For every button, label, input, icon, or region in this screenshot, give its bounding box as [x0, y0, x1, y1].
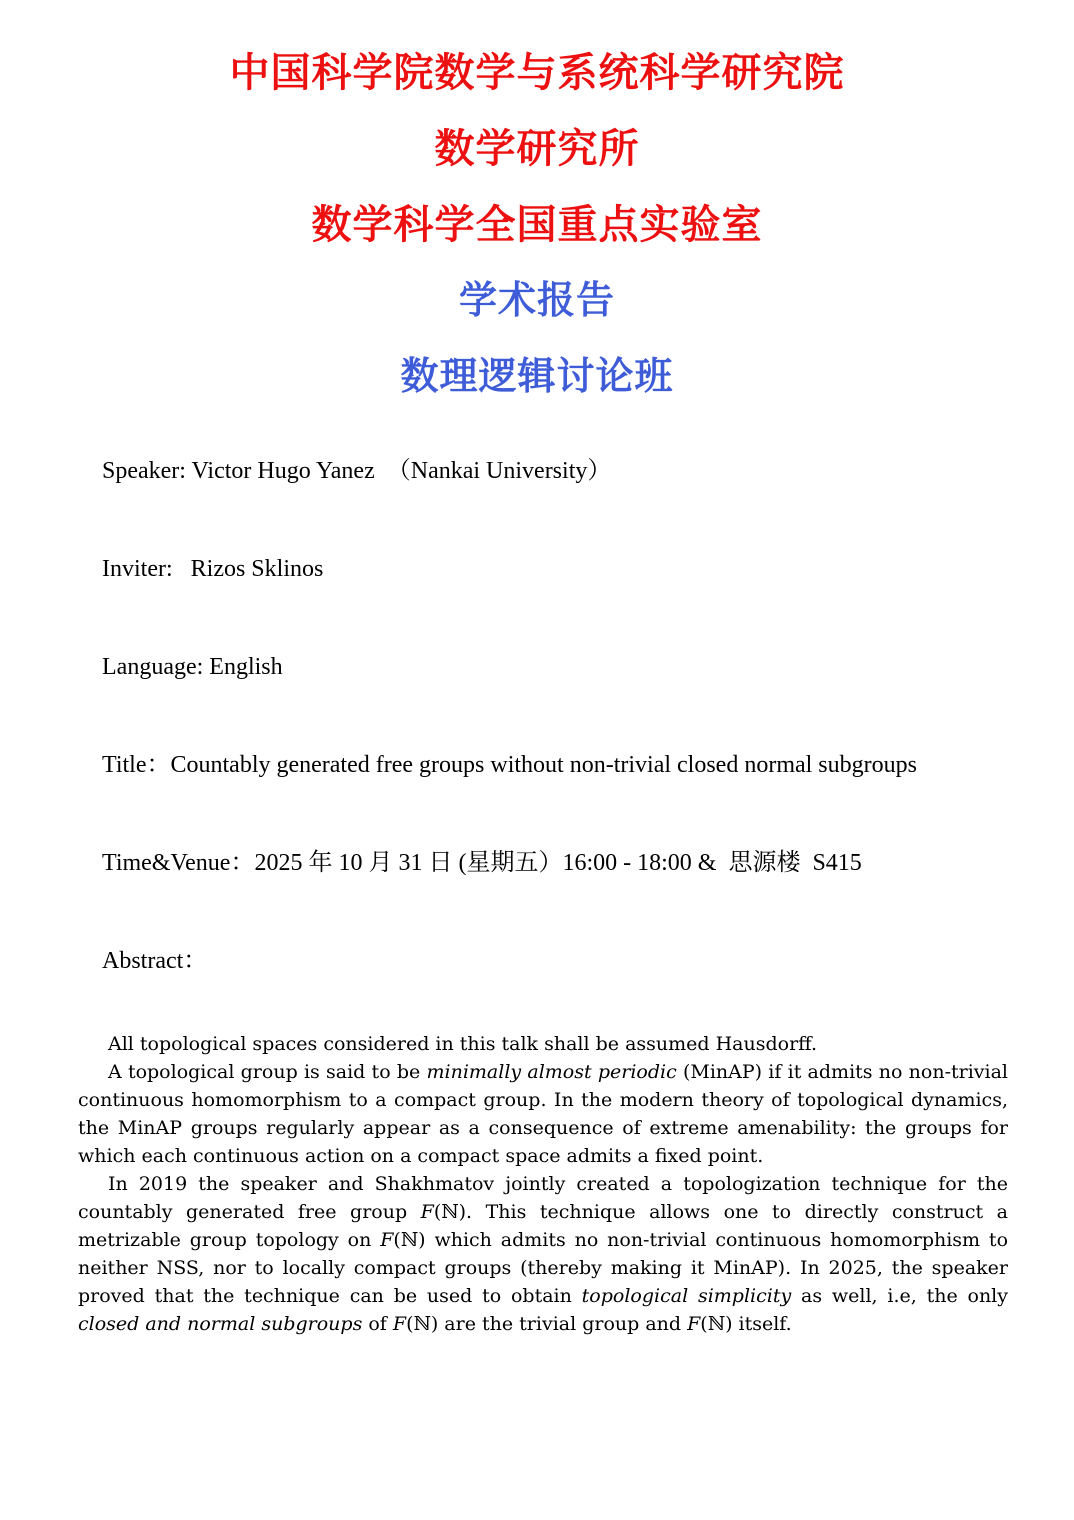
language-value: English: [203, 654, 283, 680]
language-label: Language:: [102, 654, 204, 680]
title-value: Countably generated free groups without non-trivial closed normal subgroups: [170, 752, 917, 778]
inviter-value: Rizos Sklinos: [172, 556, 324, 582]
department-heading: 数学研究所: [434, 126, 640, 171]
speaker-value: Victor Hugo Yanez （Nankai University）: [185, 458, 612, 484]
language-row: [66, 628, 1008, 706]
laboratory-heading: 数学科学全国重点实验室: [311, 202, 763, 247]
abstract-paragraph: In 2019 the speaker and Shakhmatov jointly created a topologization technique for the countably generated free group F(ℕ). This technique allows one to directly construct a metrizable group topology on F(ℕ) which admits no non-trivial continuous homomorphism to neither NSS, nor to locally compact groups (thereby making it MinAP). In 2025, the speaker proved that the technique can be used to obtain topological simplicity as well, i.e, the only closed and normal subgroups of F(ℕ) are the trivial group and F(ℕ) itself.: [78, 1173, 1009, 1335]
abstract-paragraph: A topological group is said to be minimally almost periodic (MinAP) if it admits no non-trivial continuous homomorphism to a compact group. In the modern theory of topological dynamics, the MinAP groups regularly appear as a consequence of extreme amenability: the groups for which each continuous action on a compact space admits a fixed point.: [78, 1061, 1008, 1167]
speaker-label: Speaker:: [102, 458, 186, 484]
abstract-label-row: [66, 922, 1008, 1000]
seminar-type-heading: 学术报告: [458, 280, 615, 322]
institute-heading: 中国科学院数学与系统科学研究院: [229, 50, 845, 95]
title-label: Title：: [102, 752, 171, 778]
time-venue-label: Time&Venue：: [102, 850, 255, 876]
abstract-label: Abstract：: [102, 948, 208, 974]
seminar-info-section: [66, 432, 1008, 1000]
abstract-paragraphs: [78, 1030, 1008, 1338]
seminar-series-heading: 数理逻辑讨论班: [400, 356, 674, 398]
time-venue-row: [66, 824, 1008, 902]
inviter-label: Inviter:: [102, 556, 173, 582]
speaker-row: [66, 432, 1008, 510]
abstract-paragraph: All topological spaces considered in this talk shall be assumed Hausdorff.: [108, 1033, 818, 1055]
title-row: [66, 726, 1008, 804]
inviter-row: [66, 530, 1008, 608]
time-venue-value: 2025 年 10 月 31 日 (星期五）16:00 - 18:00 & 思源楼 S415: [254, 850, 862, 876]
